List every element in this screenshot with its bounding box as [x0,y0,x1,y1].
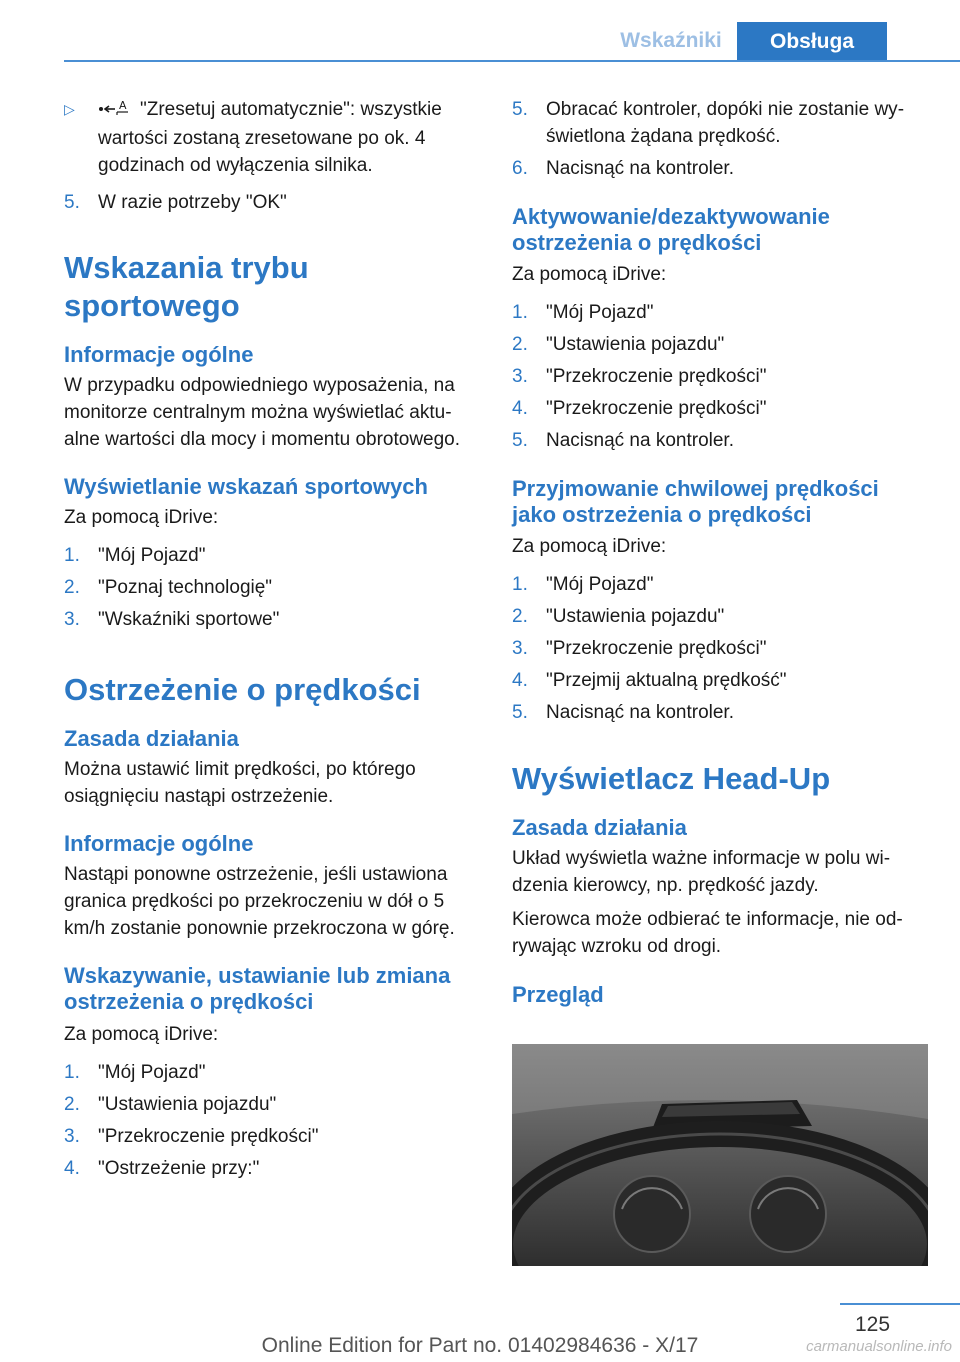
subsection-heading: Informacje ogólne [64,831,254,856]
step-text: "Przekroczenie prędkości" [546,366,767,387]
step-number: 6. [512,158,528,179]
header-rule [64,60,960,62]
subsection-heading: Wskazywanie, ustawianie lub zmiana ostrzeżenia o prędkości [64,963,451,1014]
list-item [512,635,928,662]
step-text: "Poznaj technologię" [98,577,273,598]
paragraph: Za pomocą iDrive: [64,1024,219,1045]
subsection-heading: Informacje ogólne [64,342,254,367]
step-text: "Ustawienia pojazdu" [546,606,725,627]
page-header [0,0,960,62]
step-number: 2. [64,1094,80,1115]
step-text: "Ustawienia pojazdu" [98,1094,277,1115]
subsection-heading: Przyjmowanie chwilowej prędkości jako ostrzeżenia o prędkości [512,476,879,527]
subsection-heading: Przegląd [512,982,604,1007]
paragraph: Za pomocą iDrive: [512,264,667,285]
list-item [64,1123,480,1150]
subsection-heading: Zasada działania [512,815,687,840]
list-item [64,1155,480,1182]
list-item [512,96,928,150]
activate-steps-list [512,299,928,454]
step-text: Obracać kontroler, dopóki nie zostanie wyświetlona żądana prędkość. [546,99,905,147]
list-item [512,603,928,630]
paragraph: Układ wyświetla ważne informacje w polu widzenia kierowcy, np. prędkość jazdy. [512,848,891,896]
step-text: Nacisnąć na kontroler. [546,158,734,179]
paragraph: Za pomocą iDrive: [64,507,219,528]
step-number: 5. [64,192,80,213]
list-item [64,542,480,569]
step-number: 5. [512,702,528,723]
step-text: "Ustawienia pojazdu" [546,334,725,355]
list-item [64,606,480,633]
list-item [64,189,480,216]
list-item [512,331,928,358]
list-item [512,395,928,422]
step-number: 5. [512,99,528,120]
step-text: W razie potrzeby "OK" [98,192,287,213]
step-text: "Przekroczenie prędkości" [98,1126,319,1147]
step-text: Nacisnąć na kontroler. [546,430,734,451]
step-number: 4. [64,1158,80,1179]
speed-set-steps-list [64,1059,480,1182]
step-number: 1. [512,574,528,595]
list-item [512,155,928,182]
paragraph: Za pomocą iDrive: [512,536,667,557]
watermark: carmanualsonline.info [806,1338,952,1355]
dashboard-photo [512,1044,928,1266]
step-number: 1. [64,545,80,566]
step-number: 3. [512,638,528,659]
paragraph: Nastąpi ponowne ostrzeżenie, jeśli ustawiona granica prędkości po przekroczeniu w dół o 5 km/h zostanie ponownie przekroczona w górę. [64,864,455,939]
step-text: "Mój Pojazd" [98,1062,206,1083]
paragraph: Kierowca może odbierać te informacje, nie odrywając wzroku od drogi. [512,909,903,957]
step-text: "Mój Pojazd" [546,574,654,595]
subsection-heading: Zasada działania [64,726,239,751]
tab-wskazniki[interactable]: Wskaźniki [620,29,722,52]
list-item [512,427,928,454]
page-number: 125 [855,1313,891,1336]
step-number: 3. [64,609,80,630]
list-item [512,667,928,694]
step-text: "Przejmij aktualną prędkość" [546,670,787,691]
step-number: 3. [512,366,528,387]
step-text: "Wskaźniki sportowe" [98,609,280,630]
paragraph: Można ustawić limit prędkości, po którego osiągnięciu nastąpi ostrzeżenie. [64,759,416,807]
list-item [512,699,928,726]
list-item [64,1091,480,1118]
step-number: 3. [64,1126,80,1147]
step-text: "Przekroczenie prędkości" [546,638,767,659]
step-text: "Ostrzeżenie przy:" [98,1158,260,1179]
subsection-heading: Aktywowanie/dezaktywowanie ostrzeżenia o prędkości [512,204,830,255]
section-title-hud: Wyświetlacz Head-Up [512,761,831,796]
list-item [64,96,480,179]
reset-icon [98,97,130,125]
step-number: 2. [512,334,528,355]
section-title-sport: Wskazania trybu sportowego [64,250,309,323]
step-number: 5. [512,430,528,451]
right-column [512,96,928,1008]
list-item [64,574,480,601]
step-number: 1. [64,1062,80,1083]
section-title-speed: Ostrzeżenie o prędkości [64,672,421,707]
list-item [512,571,928,598]
sport-steps-list [64,542,480,633]
step-number: 4. [512,670,528,691]
accept-steps-list [512,571,928,726]
step-number: 2. [64,577,80,598]
step-text: "Mój Pojazd" [546,302,654,323]
step-number: 2. [512,606,528,627]
list-item [64,1059,480,1086]
svg-text:A: A [119,99,127,112]
left-column [64,96,480,1182]
list-item [512,299,928,326]
step-text: "Przekroczenie prędkości" [546,398,767,419]
footer-rule [840,1303,960,1305]
reset-item-text: "Zresetuj automatycznie": wszystkie wartości zostaną zresetowane po ok. 4 godzinach od wyłączenia silnika. [98,99,442,176]
edition-note: Online Edition for Part no. 01402984636 - X/17 [261,1334,699,1357]
list-item [512,363,928,390]
subsection-heading: Wyświetlanie wskazań sportowych [64,474,428,499]
step-number: 1. [512,302,528,323]
paragraph: W przypadku odpowiedniego wyposażenia, na monitorze centralnym można wyświetlać aktualne wartości dla mocy i momentu obrotowego. [64,375,461,450]
step-text: Nacisnąć na kontroler. [546,702,734,723]
step-text: "Mój Pojazd" [98,545,206,566]
step-number: 4. [512,398,528,419]
tab-obsluga[interactable]: Obsługa [737,22,887,62]
triangle-bullet-icon: ▷ [64,101,75,117]
